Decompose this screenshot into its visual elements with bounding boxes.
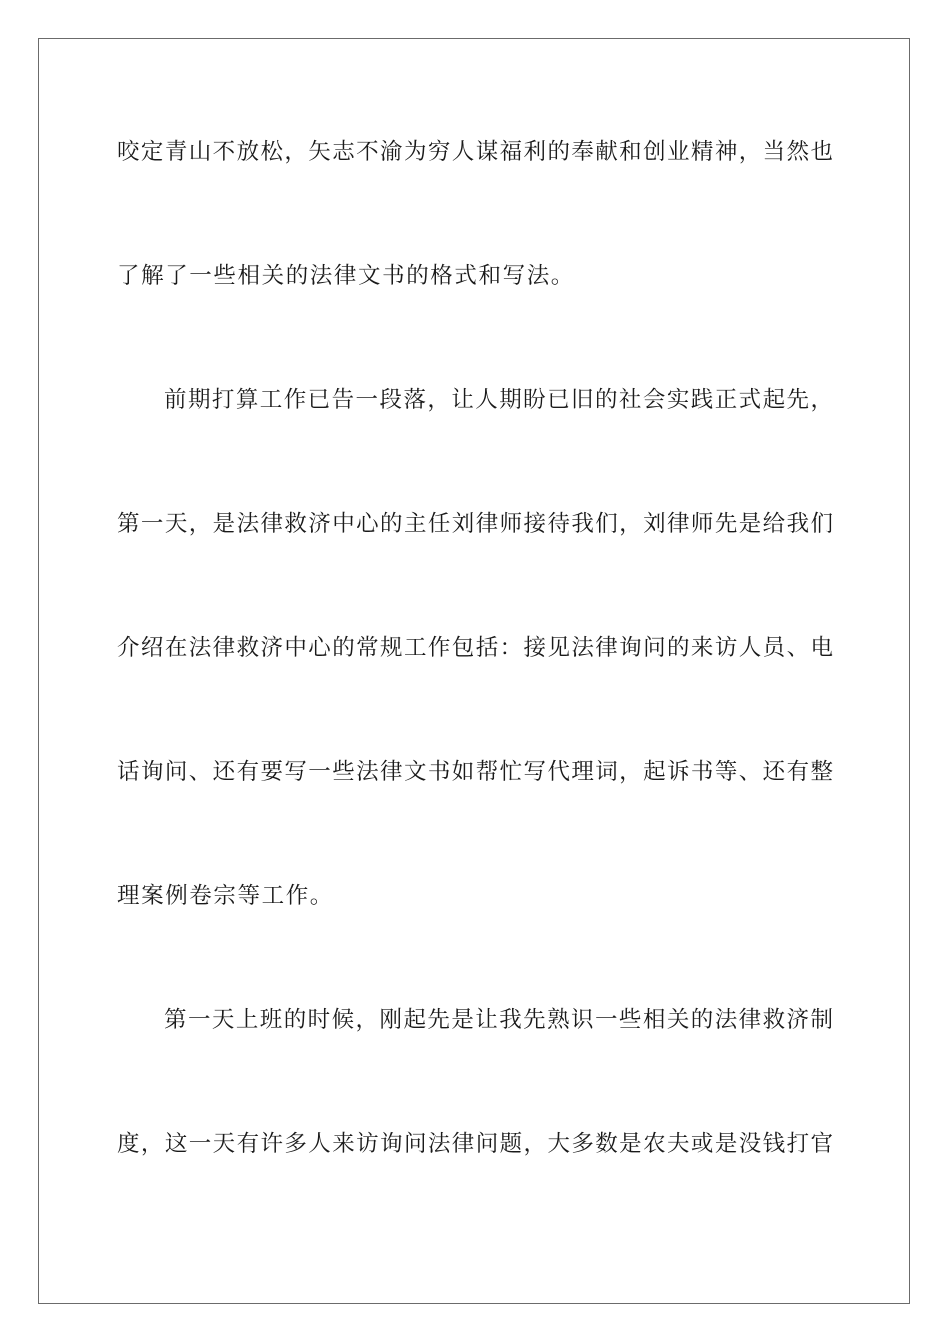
- text-line-6: 话询问、还有要写一些法律文书如帮忙写代理词，起诉书等、还有整: [117, 759, 833, 785]
- page-border: [38, 38, 910, 1304]
- text-line-5: 介绍在法律救济中心的常规工作包括：接见法律询问的来访人员、电: [117, 635, 833, 661]
- text-line-3: 前期打算工作已告一段落，让人期盼已旧的社会实践正式起先，: [164, 387, 833, 413]
- text-line-2: 了解了一些相关的法律文书的格式和写法。: [117, 263, 575, 289]
- text-line-4: 第一天，是法律救济中心的主任刘律师接待我们，刘律师先是给我们: [117, 511, 833, 537]
- text-line-7: 理案例卷宗等工作。: [117, 883, 334, 909]
- text-line-8: 第一天上班的时候，刚起先是让我先熟识一些相关的法律救济制: [164, 1007, 833, 1033]
- text-line-1: 咬定青山不放松，矢志不渝为穷人谋福利的奉献和创业精神，当然也: [117, 139, 833, 165]
- text-line-9: 度，这一天有许多人来访询问法律问题，大多数是农夫或是没钱打官: [117, 1131, 833, 1157]
